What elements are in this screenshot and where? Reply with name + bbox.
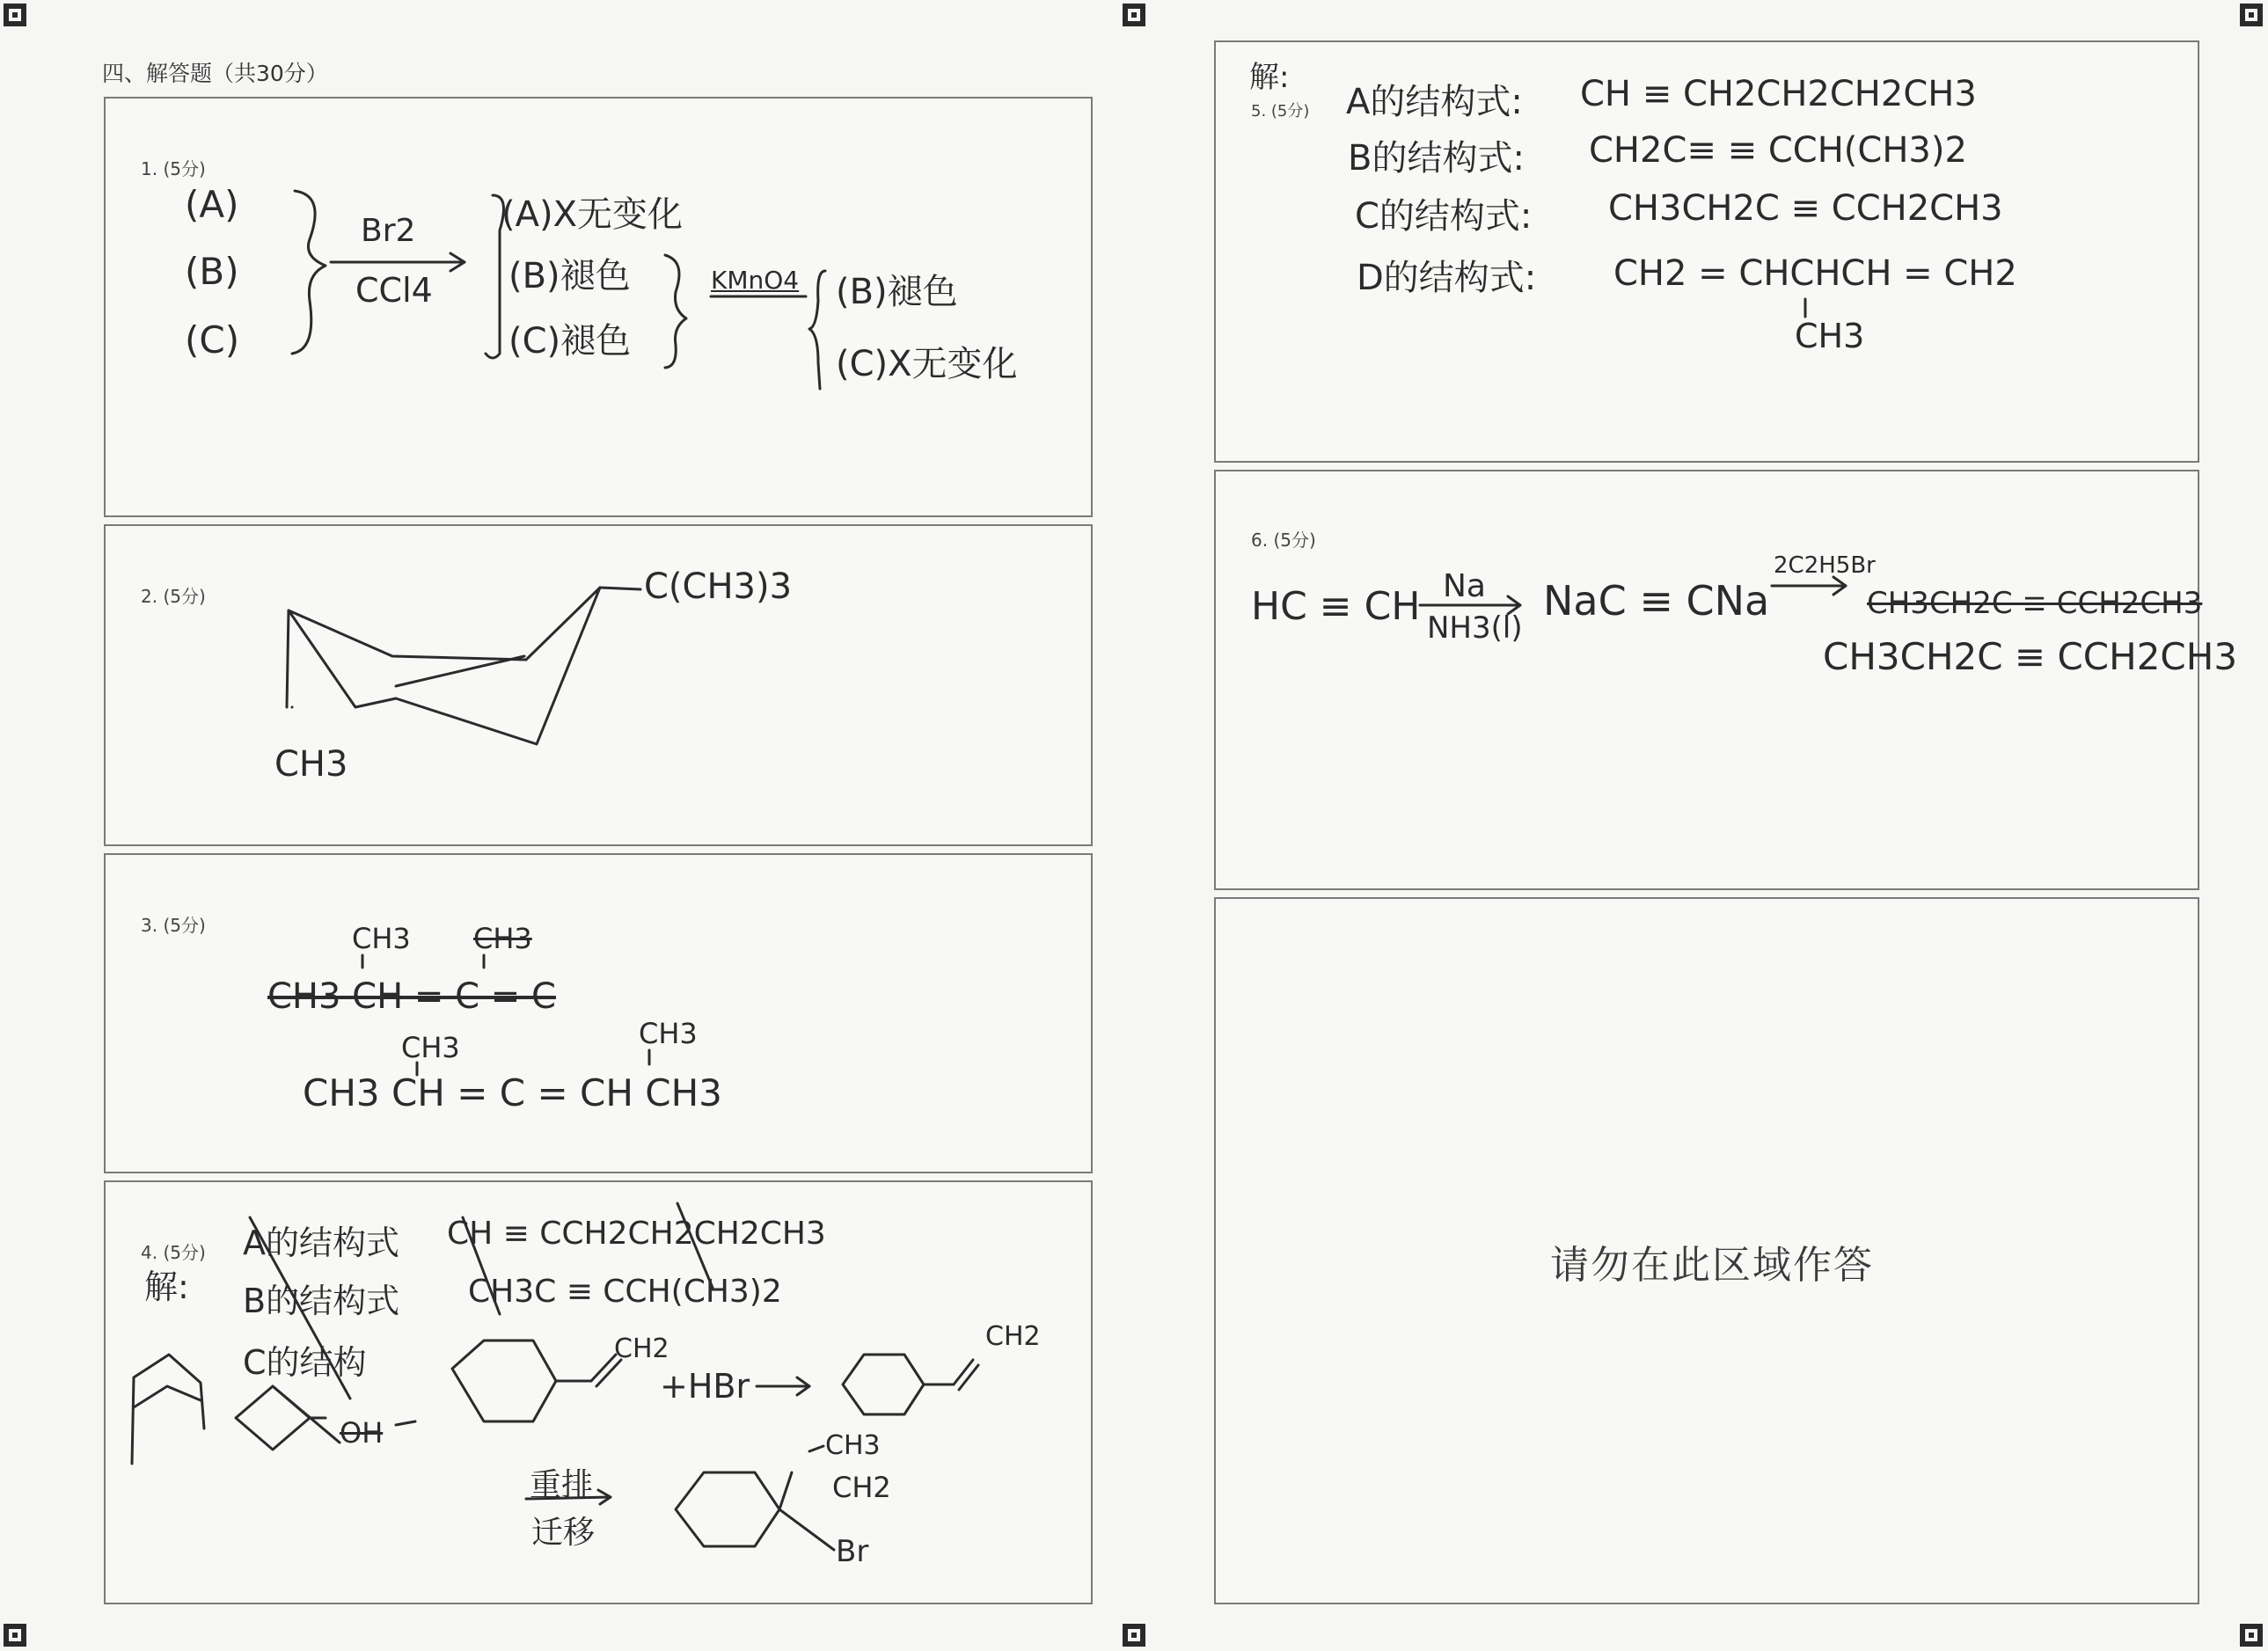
corner-marker-bottom-right bbox=[2240, 1624, 2263, 1647]
branch-1: CH3 bbox=[401, 1031, 460, 1064]
reactant-c: (C) bbox=[185, 318, 240, 362]
line-c-label: C的结构 bbox=[243, 1343, 367, 1382]
branch-2: CH3 bbox=[639, 1017, 698, 1050]
result1-b: (B)褪色 bbox=[508, 256, 631, 296]
answer-a-formula: CH ≡ CH2CH2CH2CH3 bbox=[1580, 74, 1977, 114]
corner-marker-top-middle bbox=[1123, 4, 1145, 26]
section-title: 四、解答题（共30分） bbox=[102, 61, 328, 86]
substituent-tert-butyl: C(CH3)3 bbox=[644, 566, 793, 607]
no-answer-zone bbox=[1214, 897, 2199, 1604]
corner-marker-bottom-left bbox=[4, 1624, 26, 1647]
q1-brackets-arrows bbox=[106, 99, 1091, 515]
q5-branch-bond bbox=[1216, 42, 2198, 461]
chair-cyclohexane bbox=[106, 526, 1091, 844]
product-3-hexyne: CH3CH2C ≡ CCH2CH3 bbox=[1823, 635, 2238, 678]
struck-main-chain: CH3 CH = C = C bbox=[267, 976, 556, 1017]
line-b-formula: CH3C ≡ CCH(CH3)2 bbox=[468, 1274, 782, 1310]
answer-box-q3 bbox=[104, 853, 1093, 1173]
answer-d-branch: CH3 bbox=[1795, 317, 1865, 355]
rearrange-text-2: 迁移 bbox=[531, 1515, 596, 1551]
reactant-a: (A) bbox=[185, 183, 239, 226]
question-label: 3. (5分) bbox=[141, 915, 206, 936]
struck-product: CH3CH2C ≡ CCH2CH3 bbox=[1867, 586, 2203, 621]
substituent-methyl: CH3 bbox=[274, 744, 348, 785]
result1-a: (A)X无变化 bbox=[501, 194, 683, 235]
corner-marker-bottom-middle bbox=[1123, 1624, 1145, 1647]
question-label: 6. (5分) bbox=[1251, 530, 1316, 551]
reagent-hbr: +HBr bbox=[660, 1367, 750, 1406]
answer-c-label: C的结构式: bbox=[1355, 196, 1533, 237]
answer-c-formula: CH3CH2C ≡ CCH2CH3 bbox=[1608, 188, 2003, 229]
result2-b: (B)褪色 bbox=[836, 272, 958, 312]
question-label: 4. (5分) bbox=[141, 1242, 206, 1263]
struck-branch-2: CH3 bbox=[473, 922, 532, 955]
question-label: 5. (5分) bbox=[1251, 102, 1310, 121]
reagent-na: Na bbox=[1443, 568, 1486, 604]
struck-branch-1: CH3 bbox=[352, 922, 411, 955]
answer-box-q4 bbox=[104, 1180, 1093, 1604]
answer-d-formula: CH2 = CHCHCH = CH2 bbox=[1613, 253, 2017, 294]
answer-b-label: B的结构式: bbox=[1348, 138, 1525, 179]
rearrange-text-1: 重排 bbox=[530, 1467, 594, 1503]
reactant-b: (B) bbox=[185, 250, 239, 293]
reagent-ccl4: CCl4 bbox=[355, 271, 433, 310]
result2-c: (C)X无变化 bbox=[836, 344, 1018, 384]
line-b-label: B的结构式 bbox=[243, 1282, 400, 1320]
rearranged-ch3: CH3 bbox=[825, 1430, 881, 1461]
q6-arrows bbox=[1216, 471, 2198, 888]
reagent-br2: Br2 bbox=[361, 213, 416, 249]
line-a-label: A的结构式 bbox=[243, 1224, 399, 1262]
q4-strike-and-rings bbox=[106, 1182, 1091, 1603]
intermediate-sodium-acetylide: NaC ≡ CNa bbox=[1543, 577, 1770, 625]
answer-a-label: A的结构式: bbox=[1346, 82, 1523, 122]
result1-c: (C)褪色 bbox=[508, 321, 632, 362]
answer-box-q1 bbox=[104, 97, 1093, 517]
line-a-formula: CH ≡ CCH2CH2CH2CH3 bbox=[447, 1216, 826, 1252]
reagent-nh3: NH3(l) bbox=[1427, 610, 1523, 646]
struck-oh: OH bbox=[340, 1416, 384, 1450]
corner-marker-top-right bbox=[2240, 4, 2263, 26]
no-answer-notice: 请勿在此区域作答 bbox=[1550, 1243, 1874, 1288]
question-label: 1. (5分) bbox=[141, 158, 206, 179]
jie-label: 解: bbox=[1249, 60, 1290, 95]
vinyl-group: CH2 bbox=[614, 1333, 669, 1364]
answer-box-q2 bbox=[104, 524, 1093, 846]
answer-box-q6 bbox=[1214, 470, 2238, 890]
answer-b-formula: CH2C≡ ≡ CCH(CH3)2 bbox=[1589, 130, 1967, 171]
jie-label: 解: bbox=[144, 1267, 189, 1306]
answer-box-q5 bbox=[1214, 40, 2199, 463]
q3-bonds bbox=[106, 855, 1091, 1172]
reagent-ethyl-bromide: 2C2H5Br bbox=[1774, 552, 1876, 579]
rearranged-br: Br bbox=[836, 1534, 869, 1569]
product-vinyl: CH2 bbox=[985, 1321, 1041, 1352]
start-acetylene: HC ≡ CH bbox=[1251, 584, 1421, 629]
reagent-kmno4: KMnO4 bbox=[711, 266, 800, 295]
main-chain: CH3 CH = C = CH CH3 bbox=[303, 1071, 722, 1114]
corner-marker-top-left bbox=[4, 4, 26, 26]
question-label: 2. (5分) bbox=[141, 586, 206, 607]
rearranged-ch2: CH2 bbox=[832, 1471, 891, 1504]
answer-d-label: D的结构式: bbox=[1357, 258, 1537, 298]
